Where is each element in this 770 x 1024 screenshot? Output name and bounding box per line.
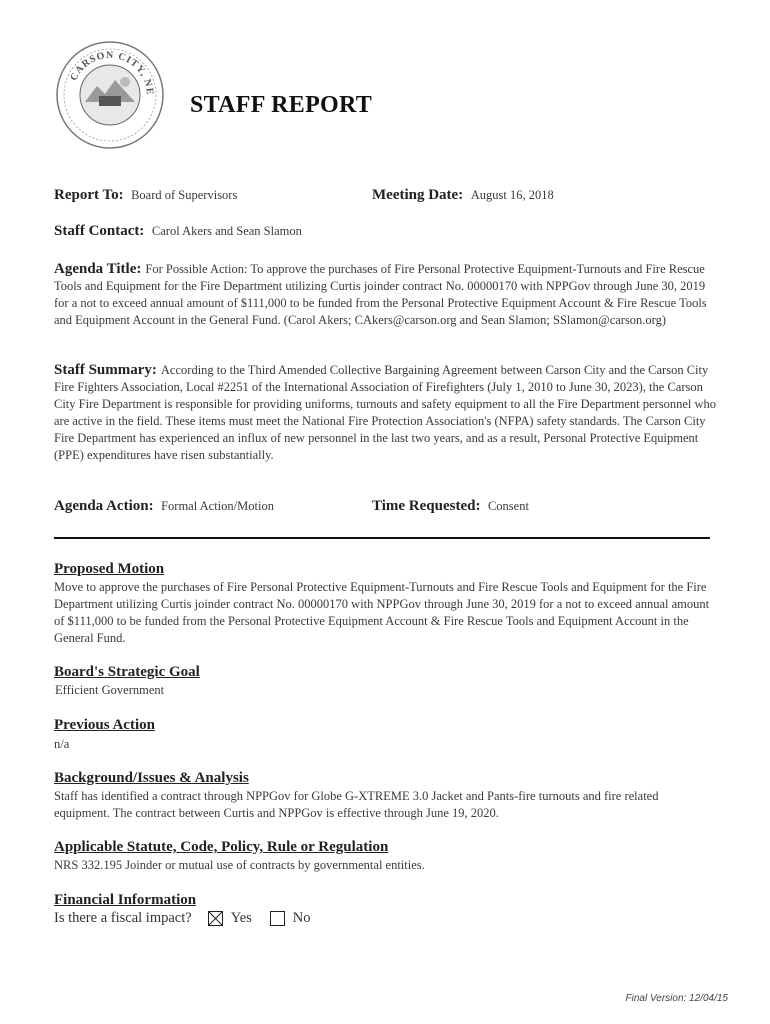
seal-graphic xyxy=(55,40,165,150)
background-heading: Background/Issues & Analysis xyxy=(54,770,249,786)
agenda-action xyxy=(54,498,274,515)
time-requested xyxy=(372,498,529,515)
staff-contact-value: Carol Akers and Sean Slamon xyxy=(151,224,302,238)
agenda-title-label: Agenda Title: xyxy=(54,261,142,277)
seal-text: CARSON CITY, NE xyxy=(68,49,156,96)
staff-contact xyxy=(54,223,302,240)
financial-heading: Financial Information xyxy=(54,892,197,908)
staff-summary-value: According to the Third Amended Collective Bargaining Agreement between Carson City and the Carson City Fire Fighters Association, Local #2251 of the International Association of Firefighters (July 1, 2010 to June 30, 2023), the Carson City Fire Department is responsible for providing uniforms, turnouts and safety equipment to all the Fire Department personnel who are active in the field. These items must meet the National Fire Protection Association's (NFPA) safety standards. The Carson City Fire Department has experienced an influx of new personnel in the last two years, and as a result, Personal Protective Equipment (PPE) expenditures have risen substantially. xyxy=(54,363,717,462)
fiscal-impact-row xyxy=(54,910,311,927)
statute-heading: Applicable Statute, Code, Policy, Rule or Regulation xyxy=(54,839,389,855)
proposed-motion-body: Move to approve the purchases of Fire Personal Protective Equipment-Turnouts and Fire Rescue Tools and Equipment for the Fire Department utilizing Curtis joinder contract No. 00000170 with NPPGov through June 30, 2019 for a not to exceed annual amount of $111,000 to be funded from the Personal Protective Equipment Account & Fire Rescue Tools and Equipment Account in the General Fund. xyxy=(54,580,710,645)
staff-summary-label: Staff Summary: xyxy=(54,362,157,378)
staff-contact-label: Staff Contact: xyxy=(54,223,145,239)
background-body: Staff has identified a contract through NPPGov for Globe G-XTREME 3.0 Jacket and Pants-fire turnouts and fire related equipment. The contract between Curtis and NPPGov is effective through June 19, 2020. xyxy=(54,789,659,820)
page-title: STAFF REPORT xyxy=(190,92,373,118)
yes-checkbox[interactable] xyxy=(208,911,223,926)
previous-action-body: n/a xyxy=(54,737,70,751)
time-requested-label: Time Requested: xyxy=(372,498,481,514)
strategic-goal-body: Efficient Government xyxy=(55,683,165,697)
divider xyxy=(54,537,710,539)
meeting-date-value: August 16, 2018 xyxy=(470,188,554,202)
staff-summary xyxy=(54,362,720,464)
fiscal-impact-question: Is there a fiscal impact? xyxy=(54,910,192,926)
meeting-date-label: Meeting Date: xyxy=(372,187,464,203)
agenda-action-value: Formal Action/Motion xyxy=(161,499,274,513)
city-seal xyxy=(55,40,165,150)
statute-body: NRS 332.195 Joinder or mutual use of contracts by governmental entities. xyxy=(54,858,425,872)
report-to xyxy=(54,187,237,204)
proposed-motion-heading: Proposed Motion xyxy=(54,561,165,577)
strategic-goal-heading: Board's Strategic Goal xyxy=(54,664,200,680)
meeting-date xyxy=(372,187,554,204)
agenda-action-label: Agenda Action: xyxy=(54,498,154,514)
checked-x-icon xyxy=(209,912,222,925)
agenda-title-value: For Possible Action: To approve the purchases of Fire Personal Protective Equipment-Turnouts and Fire Rescue Tools and Equipment for the Fire Department utilizing Curtis joinder contract No. 00000170 with NPPGov through June 30, 2019 for a not to exceed annual amount of $111,000 to be funded from the Personal Protective Equipment Account & Fire Rescue Tools and Equipment Account in the General Fund. (Carol Akers; CAkers@carson.org and Sean Slamon; SSlamon@carson.org) xyxy=(54,262,707,327)
agenda-title xyxy=(54,261,720,329)
no-checkbox[interactable] xyxy=(270,911,285,926)
report-to-value: Board of Supervisors xyxy=(131,188,238,202)
time-requested-value: Consent xyxy=(487,499,529,513)
previous-action-heading: Previous Action xyxy=(54,717,155,733)
footer-version: Final Version: 12/04/15 xyxy=(625,993,728,1004)
no-label: No xyxy=(292,910,311,926)
yes-label: Yes xyxy=(230,910,252,926)
report-to-label: Report To: xyxy=(54,187,124,203)
